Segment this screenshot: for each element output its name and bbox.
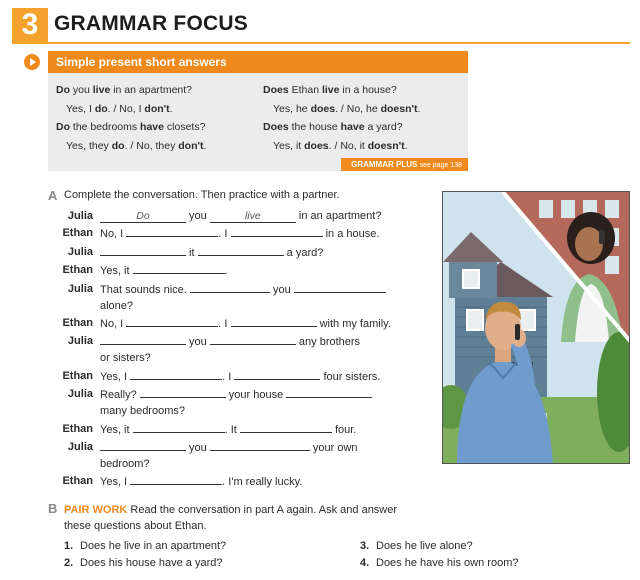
answer-blank[interactable]: live [210, 211, 296, 223]
speaker-julia: Julia [67, 282, 93, 295]
conversation-line: Ethan Yes, it . [58, 262, 430, 279]
grammar-answer: Yes, they do. / No, they don't. [66, 139, 207, 152]
speaker-ethan: Ethan [62, 475, 93, 488]
part-b-letter: B [48, 501, 58, 516]
answer-blank[interactable] [240, 421, 332, 433]
grammar-question: Does Ethan live in a house? [263, 84, 397, 96]
conversation-line: Julia Do you live in an apartment? [58, 208, 430, 224]
conversation-line: Ethan Yes, I . I four sisters. [58, 368, 430, 385]
grammar-column-left [56, 81, 206, 155]
speaker-ethan: Ethan [62, 227, 93, 240]
answer-blank[interactable]: Do [100, 211, 186, 223]
speaker-julia: Julia [67, 245, 93, 258]
question-item: 3. Does he live alone? [360, 540, 473, 552]
header-rule [12, 42, 630, 44]
grammar-box-title: Simple present short answers [48, 51, 468, 73]
grammar-answer: Yes, he does. / No, he doesn't. [273, 102, 421, 115]
illustration-phone-call [442, 191, 630, 464]
conversation [58, 208, 430, 492]
answer-blank[interactable] [133, 421, 225, 433]
questions-left [64, 538, 226, 572]
answer-blank[interactable] [231, 315, 317, 327]
speaker-julia: Julia [67, 210, 93, 222]
answer-blank[interactable] [231, 225, 323, 237]
part-b-instruction: PAIR WORK Read the conversation in part A again. Ask and answer these questions about Ethan. [64, 504, 398, 532]
conversation-line: Julia Really? your house many bedrooms? [58, 386, 430, 419]
answer-blank[interactable] [198, 244, 284, 256]
answer-blank[interactable] [100, 333, 186, 345]
section-title: GRAMMAR FOCUS [54, 12, 248, 35]
grammar-answer: Yes, I do. / No, I don't. [66, 102, 173, 115]
speaker-ethan: Ethan [62, 422, 93, 435]
answer-blank[interactable] [294, 281, 386, 293]
grammar-column-right [263, 81, 420, 155]
conversation-line: Julia you your own bedroom? [58, 439, 430, 472]
conversation-line: Ethan Yes, I . I'm really lucky. [58, 473, 430, 490]
grammar-plus-link[interactable]: GRAMMAR PLUS see page 138 [341, 158, 468, 171]
conversation-line: Ethan No, I . I in a house. [58, 225, 430, 242]
answer-blank[interactable] [210, 333, 296, 345]
speaker-ethan: Ethan [62, 369, 93, 382]
audio-play-icon[interactable] [24, 54, 40, 70]
part-a-instruction: Complete the conversation. Then practice with a partner. [64, 189, 340, 201]
question-item: 2. Does his house have a yard? [64, 557, 223, 569]
answer-blank[interactable] [190, 281, 270, 293]
grammar-answer: Yes, it does. / No, it doesn't. [273, 139, 408, 152]
answer-blank[interactable] [210, 439, 310, 451]
section-number-badge: 3 [12, 8, 48, 42]
answer-blank[interactable] [286, 386, 372, 398]
pair-work-label: PAIR WORK [64, 504, 128, 516]
grammar-question: Does the house have a yard? [263, 121, 403, 133]
speaker-ethan: Ethan [62, 316, 93, 329]
conversation-line: Julia you any brothers or sisters? [58, 333, 430, 366]
answer-blank[interactable] [234, 368, 320, 380]
speaker-julia: Julia [67, 335, 93, 348]
speaker-julia: Julia [67, 440, 93, 453]
illustration-svg [443, 192, 630, 464]
conversation-line: Ethan No, I . I with my family. [58, 315, 430, 332]
speaker-ethan: Ethan [62, 264, 93, 277]
grammar-box [48, 51, 468, 171]
grammar-question: Do you live in an apartment? [56, 84, 192, 96]
question-item: 1. Does he live in an apartment? [64, 540, 227, 552]
conversation-line: Ethan Yes, it . It four. [58, 421, 430, 438]
answer-blank[interactable] [126, 315, 218, 327]
answer-blank[interactable] [133, 262, 225, 274]
answer-blank[interactable] [140, 386, 226, 398]
answer-blank[interactable] [126, 225, 218, 237]
answer-blank[interactable] [100, 244, 186, 256]
answer-blank[interactable] [100, 439, 186, 451]
question-item: 4. Does he have his own room? [360, 557, 519, 569]
speaker-julia: Julia [67, 388, 93, 401]
answer-blank[interactable] [130, 368, 222, 380]
grammar-question: Do the bedrooms have closets? [56, 121, 206, 133]
answer-blank[interactable] [130, 473, 222, 485]
questions-right [360, 538, 518, 572]
conversation-line: Julia That sounds nice. you alone? [58, 281, 430, 314]
conversation-line: Julia it a yard? [58, 244, 430, 261]
part-a-letter: A [48, 188, 58, 203]
